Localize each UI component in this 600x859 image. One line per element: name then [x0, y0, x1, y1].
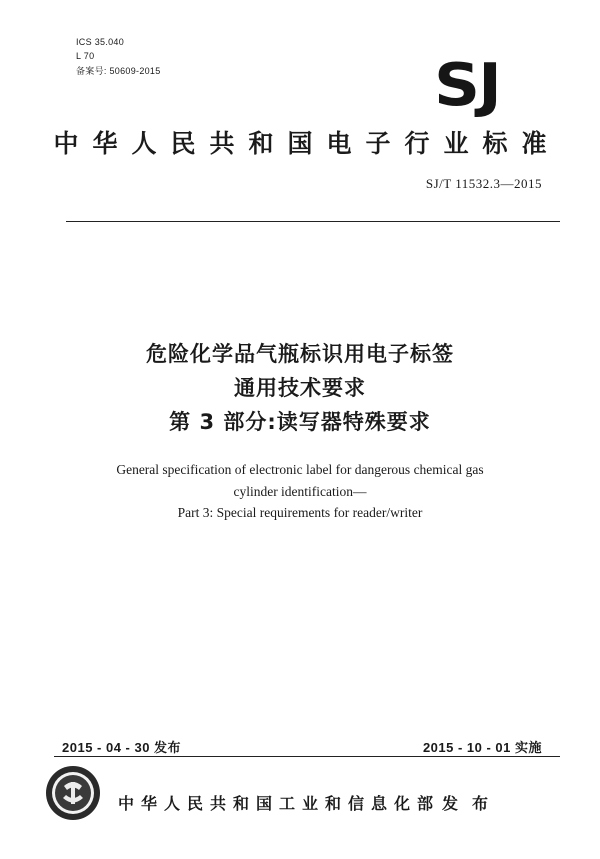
english-title-line-1: General specification of electronic label for dangerous chemical gas: [116, 462, 484, 477]
top-divider: [66, 221, 560, 222]
chinese-title-line-1: 危险化学品气瓶标识用电子标签: [146, 342, 454, 366]
record-number: 备案号: 50609-2015: [76, 66, 161, 76]
english-title-line-3: Part 3: Special requirements for reader/writer: [177, 505, 423, 520]
standard-number: SJ/T 11532.3—2015: [425, 176, 542, 191]
chinese-title-line-2: 通用技术要求: [234, 376, 366, 400]
publisher-name: 中华人民共和国工业和信息化部: [118, 794, 441, 813]
bottom-divider: [54, 756, 560, 757]
implementation-date: 2015 - 10 - 01 实施: [422, 740, 542, 755]
sj-logo: SJ: [434, 51, 500, 120]
ics-code: ICS 35.040: [76, 37, 125, 47]
issue-date: 2015 - 04 - 30 发布: [62, 740, 182, 755]
english-title-line-2: cylinder identification—: [233, 484, 367, 499]
chinese-title-line-3: 第 3 部分:读写器特殊要求: [169, 410, 431, 434]
publish-label: 发布: [442, 794, 503, 813]
classification-code: L 70: [76, 51, 95, 61]
standards-seal-icon: [44, 764, 102, 822]
organization-title: 中华人民共和国电子行业标准: [53, 129, 561, 158]
